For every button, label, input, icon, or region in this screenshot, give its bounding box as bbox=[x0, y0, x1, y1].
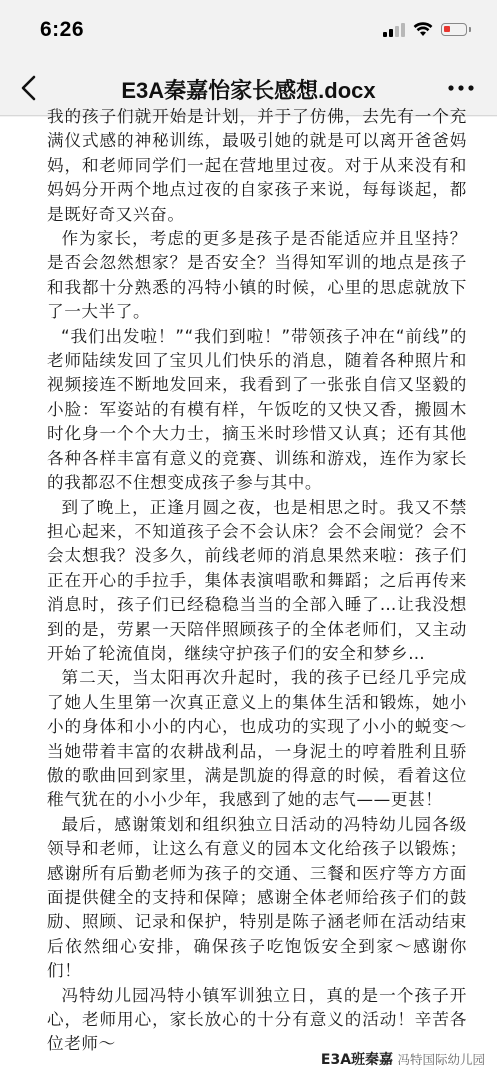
watermark-source: 冯特国际幼儿园 bbox=[397, 1052, 485, 1067]
status-icons bbox=[383, 21, 473, 39]
watermark-document-name: E3A班秦嘉 bbox=[320, 1052, 394, 1068]
wifi-icon bbox=[413, 21, 433, 37]
status-bar bbox=[0, 0, 497, 60]
more-button[interactable] bbox=[443, 74, 479, 102]
paragraph-7: 冯特幼儿园冯特小镇军训独立日，真的是一个孩子开心，老师用心，家长放心的十分有意义的活动！辛苦各位老师～ bbox=[47, 985, 467, 1054]
paragraph-3: “我们出发啦！”“我们到啦！”带领孩子冲在“前线”的老师陆续发回了宝贝儿们快乐的消息，随着各种照片和视频接连不断地发回来，我看到了一张张自信又坚毅的小脸：军姿站的有模有样，午饭吃的又快又香，搬圆木时化身一个个大力士，摘玉米时珍惜又认真；还有其他各种各样丰富有意义的竞赛、训练和游戏，连作为家长的我都忍不住想变成孩子参与其中。 bbox=[47, 326, 467, 493]
paragraph-5: 第二天，当太阳再次升起时，我的孩子已经几乎完成了她人生里第一次真正意义上的集体生活和锻炼，她小小的身体和小小的内心，也成功的实现了小小的蜕变～当她带着丰富的农耕战利品，一身泥土的哼着胜利且骄傲的歌曲回到家里，满是凯旋的得意的时候，看着这位稚气犹在的小小少年，我感到了她的志气——更甚！ bbox=[47, 668, 467, 810]
document-body bbox=[47, 105, 467, 1057]
cellular-signal-icon bbox=[383, 23, 405, 37]
watermark bbox=[319, 1049, 487, 1069]
battery-low-icon bbox=[441, 23, 467, 36]
battery-cap bbox=[469, 27, 471, 32]
document-viewer[interactable] bbox=[0, 107, 497, 1077]
paragraph-4: 到了晚上，正逢月圆之夜，也是相思之时。我又不禁担心起来，不知道孩子会不会认床？会不会闹觉？会不会太想我？没多久，前线老师的消息果然来啦：孩子们正在开心的手拉手，集体表演唱歌和舞蹈；之后再传来消息时，孩子们已经稳稳当当的全部入睡了…让我没想到的是，劳累一天陪伴照顾孩子的全体老师们，又主动开始了轮流值岗，继续守护孩子们的安全和梦乡… bbox=[47, 497, 467, 663]
paragraph-6: 最后，感谢策划和组织独立日活动的冯特幼儿园各级领导和老师，让这么有意义的园本文化给孩子以锻炼；感谢所有后勤老师为孩子的交通、三餐和医疗等方方面面提供健全的支持和保障；感谢全体老师给孩子们的鼓励、照顾、记录和保护，特别是陈子涵老师在活动结束后依然细心安排，确保孩子吃饱饭安全到家～感谢你们！ bbox=[47, 814, 467, 981]
chevron-left-icon bbox=[14, 72, 46, 104]
back-button[interactable] bbox=[14, 72, 46, 104]
document-title: E3A秦嘉怡家长感想.docx bbox=[121, 78, 376, 103]
paragraph-2: 作为家长，考虑的更多是孩子是否能适应并且坚持？是否会忽然想家？是否安全？当得知军训的地点是孩子和我都十分熟悉的冯特小镇的时候，心里的思虑就放下了一大半了。 bbox=[47, 229, 467, 322]
more-horizontal-icon bbox=[443, 74, 479, 102]
paragraph-1: 我的孩子们就开始是计划，并于了仿佛，去先有一个充满仪式感的神秘训练，最吸引她的就是可以离开爸爸妈妈，和老师同学们一起在营地里过夜。对于从来没有和妈妈分开两个地点过夜的自家孩子来说，每每谈起，都是既好奇又兴奋。 bbox=[47, 107, 467, 224]
status-time: 6:26 bbox=[40, 18, 85, 41]
battery-level bbox=[444, 26, 450, 32]
